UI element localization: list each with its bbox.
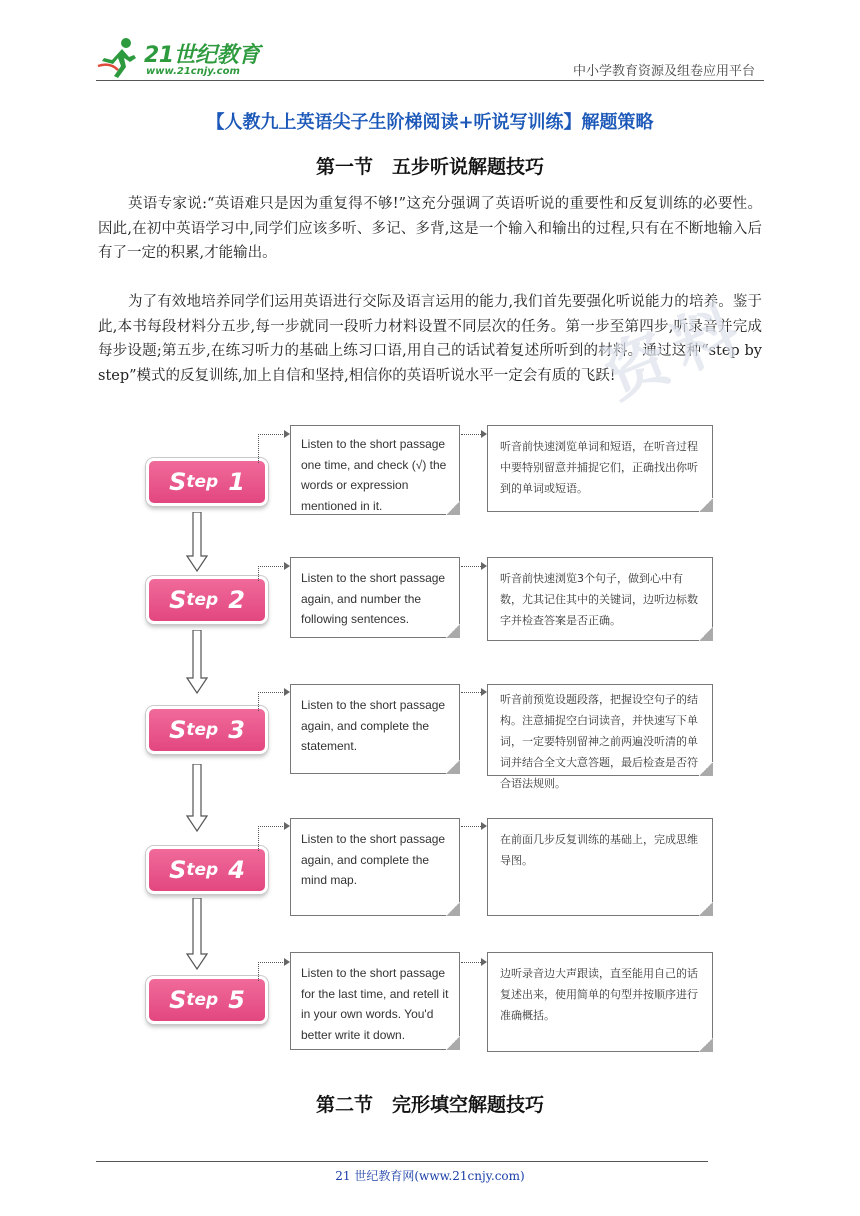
- down-arrow-icon: [186, 898, 208, 970]
- step-2-english-text: Listen to the short passage again, and number the following sentences.: [301, 571, 446, 626]
- step-3-english-box: [290, 684, 460, 774]
- step-4-english-box: [290, 818, 460, 916]
- step-1-dotline: [461, 434, 481, 435]
- site-logo: [96, 36, 266, 80]
- step-1-label-tep: tep: [186, 472, 219, 492]
- step-1-badge: [146, 458, 268, 506]
- down-arrow-icon: [186, 630, 208, 694]
- logo-url: www.21cnjy.com: [146, 66, 240, 77]
- step-1-chinese-box: [487, 425, 713, 512]
- step-5-badge: [146, 976, 268, 1024]
- step-5-label-tep: tep: [186, 990, 219, 1010]
- step-3-chinese-text: 听音前预览设题段落，把握设空句子的结构。注意捕捉空白词读音，并快速写下单词，一定要特别留神之前两遍没听清的单词并结合全文大意答题，最后检查是否符合语法规则。: [500, 693, 698, 790]
- step-5-label-s: S: [169, 986, 187, 1014]
- step-3-label-tep: tep: [186, 720, 219, 740]
- down-arrow-icon: [186, 512, 208, 572]
- step-5-number: 5: [228, 986, 245, 1014]
- down-arrow-icon: [186, 764, 208, 832]
- step-2-label-tep: tep: [186, 590, 219, 610]
- step-1-chinese-text: 听音前快速浏览单词和短语，在听音过程中要特别留意并捕捉它们，正确找出你听到的单词或短语。: [500, 440, 698, 495]
- step-5-chinese-box: [487, 952, 713, 1052]
- page-fold-icon: [446, 1036, 460, 1050]
- runner-logo-icon: [96, 36, 142, 80]
- section-1-heading: 第一节 五步听说解题技巧: [315, 156, 544, 178]
- paragraph-2: 为了有效地培养同学们运用英语进行交际及语言运用的能力,我们首先要强化听说能力的培养。鉴于此,本书每段材料分五步,每一步就同一段听力材料设置不同层次的任务。第一步至第四步,听录音并完成每步设题;第五步,在练习听力的基础上练习口语,用自己的话试着复述所听到的材料。通过这种“step by step”模式的反复训练,加上自信和坚持,相信你的英语听说水平一定会有质的飞跃!: [98, 294, 762, 384]
- step-4-badge: [146, 846, 268, 894]
- section-2-heading: 第二节 完形填空解题技巧: [315, 1094, 544, 1116]
- page-fold-icon: [699, 1038, 713, 1052]
- step-4-dotline: [461, 826, 481, 827]
- step-3-label-s: S: [169, 716, 187, 744]
- step-3-number: 3: [228, 716, 245, 744]
- step-5-english-box: [290, 952, 460, 1050]
- step-5-dotline: [461, 962, 481, 963]
- step-4-label-tep: tep: [186, 860, 219, 880]
- page-fold-icon: [446, 501, 460, 515]
- footer-divider: [96, 1161, 708, 1162]
- step-3-badge: [146, 706, 268, 754]
- step-2-label-s: S: [169, 586, 187, 614]
- header-divider: [96, 80, 764, 81]
- step-4-chinese-text: 在前面几步反复训练的基础上，完成思维导图。: [500, 833, 698, 867]
- paragraph-1: 英语专家说:“英语难只是因为重复得不够!”这充分强调了英语听说的重要性和反复训练的必要性。因此,在初中英语学习中,同学们应该多听、多记、多背,这是一个输入和输出的过程,只有在不断地输入后有了一定的积累,才能输出。: [98, 196, 762, 261]
- page-fold-icon: [699, 627, 713, 641]
- step-5-english-text: Listen to the short passage for the last time, and retell it in your own words. You'd better write it down.: [301, 966, 449, 1042]
- step-2-chinese-box: [487, 557, 713, 641]
- step-2-dotline: [461, 566, 481, 567]
- step-4-english-text: Listen to the short passage again, and complete the mind map.: [301, 832, 446, 887]
- step-4-number: 4: [228, 856, 245, 884]
- step-5-connector: [258, 962, 285, 981]
- step-3-chinese-box: [487, 684, 713, 790]
- logo-wordmark: 21世纪教育: [144, 43, 260, 68]
- step-4-connector: [258, 826, 285, 851]
- step-2-connector: [258, 566, 285, 581]
- step-1-connector: [258, 434, 285, 463]
- step-2-badge: [146, 576, 268, 624]
- page-fold-icon: [446, 760, 460, 774]
- step-1-number: 1: [228, 468, 245, 496]
- step-1-label-s: S: [169, 468, 187, 496]
- step-2-english-box: [290, 557, 460, 638]
- watermark: 资料: [593, 289, 759, 414]
- header-platform-text: 中小学教育资源及组卷应用平台: [572, 64, 755, 79]
- step-4-chinese-box: [487, 818, 713, 916]
- page-fold-icon: [699, 902, 713, 916]
- page-fold-icon: [446, 624, 460, 638]
- page-fold-icon: [699, 498, 713, 512]
- step-3-connector: [258, 692, 285, 711]
- step-2-chinese-text: 听音前快速浏览3个句子，做到心中有数，尤其记住其中的关键词，边听边标数字并检查答案是否正确。: [500, 572, 698, 627]
- step-2-number: 2: [228, 586, 245, 614]
- step-4-label-s: S: [169, 856, 187, 884]
- step-1-english-box: [290, 425, 460, 515]
- step-5-chinese-text: 边听录音边大声跟读，直至能用自己的话复述出来，使用简单的句型并按顺序进行准确概括。: [500, 967, 698, 1022]
- footer-link[interactable]: 21 世纪教育网(www.21cnjy.com): [335, 1169, 525, 1183]
- step-3-english-text: Listen to the short passage again, and complete the statement.: [301, 698, 446, 753]
- step-1-english-text: Listen to the short passage one time, and check (√) the words or expression mentioned in it.: [301, 437, 447, 513]
- step-3-dotline: [461, 692, 481, 693]
- document-title: 【人教九上英语尖子生阶梯阅读+听说写训练】解题策略: [206, 112, 654, 133]
- page-fold-icon: [699, 762, 713, 776]
- page-fold-icon: [446, 902, 460, 916]
